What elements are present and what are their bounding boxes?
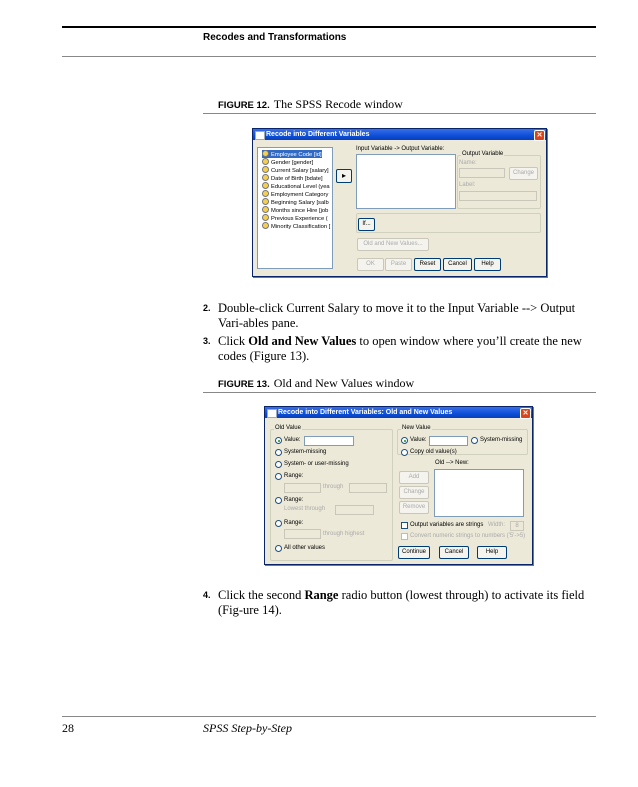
range-lowest-radio[interactable] xyxy=(275,497,282,504)
variable-icon xyxy=(262,190,269,197)
variable-icon xyxy=(262,182,269,189)
variable-icon xyxy=(262,174,269,181)
variable-icon xyxy=(262,222,269,229)
remove-button[interactable]: Remove xyxy=(399,501,429,514)
variable-icon xyxy=(262,158,269,165)
variable-icon xyxy=(262,150,269,157)
new-value-input[interactable] xyxy=(429,436,468,446)
copy-old-value-radio[interactable] xyxy=(401,449,408,456)
dialog-title: Recode into Different Variables xyxy=(266,131,370,138)
label-input[interactable] xyxy=(459,191,537,201)
old-new-values-button[interactable]: Old and New Values... xyxy=(357,238,429,251)
footer-rule xyxy=(62,716,596,717)
title-bar xyxy=(265,407,532,418)
ok-button[interactable]: OK xyxy=(357,258,384,271)
header-divider xyxy=(62,56,596,57)
arrow-right-icon: ▸ xyxy=(341,171,346,180)
running-header: Recodes and Transformations xyxy=(203,32,347,43)
new-system-missing-radio[interactable] xyxy=(471,437,478,444)
figure-label: FIGURE 13. xyxy=(218,379,270,390)
convert-numeric-checkbox[interactable] xyxy=(401,533,408,540)
variable-icon xyxy=(262,198,269,205)
change-button[interactable]: Change xyxy=(399,486,429,499)
page-number: 28 xyxy=(62,721,74,735)
list-item[interactable]: Current Salary [salary] xyxy=(262,166,329,174)
step-2: 2. Double-click Current Salary to move it to the Input Variable --> Output Vari-ables pane. xyxy=(203,301,576,330)
close-icon[interactable]: ✕ xyxy=(534,130,545,141)
variable-list[interactable] xyxy=(257,147,333,269)
value-radio[interactable] xyxy=(275,437,282,444)
system-missing-radio[interactable] xyxy=(275,449,282,456)
cancel-button[interactable]: Cancel xyxy=(443,258,472,271)
paste-button[interactable]: Paste xyxy=(385,258,412,271)
figure-caption: Old and New Values window xyxy=(273,376,415,390)
step-3: 3. Click Old and New Values to open window where you’ll create the new codes (Figure 13). xyxy=(203,334,582,363)
move-arrow-button[interactable] xyxy=(336,169,352,183)
all-other-values-radio[interactable] xyxy=(275,545,282,552)
old-value-input[interactable] xyxy=(304,436,354,446)
if-button[interactable]: If... xyxy=(358,218,375,231)
list-item[interactable]: Employment Category xyxy=(262,190,328,198)
help-button[interactable]: Help xyxy=(474,258,501,271)
old-value-group: Old Value xyxy=(270,429,393,561)
if-group xyxy=(356,213,541,233)
cancel-button[interactable]: Cancel xyxy=(439,546,469,559)
variable-icon xyxy=(262,206,269,213)
figure-13-caption xyxy=(218,376,414,391)
recode-dialog xyxy=(252,128,547,277)
through-highest-input[interactable] xyxy=(284,529,321,539)
change-button[interactable]: Change xyxy=(509,167,538,180)
list-item[interactable]: Gender [gender] xyxy=(262,158,313,166)
lowest-through-input[interactable] xyxy=(335,505,374,515)
list-item[interactable]: Minority Classification [ xyxy=(262,222,330,230)
width-input[interactable]: 8 xyxy=(510,521,524,531)
figure-label: FIGURE 12. xyxy=(218,100,270,111)
app-icon xyxy=(267,409,277,418)
caption-rule xyxy=(203,392,596,393)
reset-button[interactable]: Reset xyxy=(414,258,441,271)
help-button[interactable]: Help xyxy=(477,546,507,559)
range-highest-radio[interactable] xyxy=(275,520,282,527)
add-button[interactable]: Add xyxy=(399,471,429,484)
range-to-input[interactable] xyxy=(349,483,387,493)
new-value-radio[interactable] xyxy=(401,437,408,444)
label-label: Label: xyxy=(459,182,476,188)
title-bar xyxy=(253,129,546,140)
step-4: 4. Click the second Range radio button (lowest through) to activate its field (Fig-ure 14). xyxy=(203,588,585,617)
book-title: SPSS Step-by-Step xyxy=(203,721,292,735)
range-from-input[interactable] xyxy=(284,483,321,493)
header-rule xyxy=(62,26,596,28)
list-item[interactable]: Previous Experience ( xyxy=(262,214,328,222)
list-item[interactable]: Beginning Salary [salb xyxy=(262,198,329,206)
app-icon xyxy=(255,131,265,140)
continue-button[interactable]: Continue xyxy=(398,546,430,559)
old-new-list[interactable] xyxy=(434,469,524,517)
system-user-missing-radio[interactable] xyxy=(275,461,282,468)
list-item[interactable]: Educational Level (yea xyxy=(262,182,330,190)
figure-12-caption xyxy=(218,97,403,112)
old-new-values-dialog: Recode into Different Variables: Old and New Values ✕ Old Value Value: System-missing System- or user-missing Range: through Range: Lowest through Range: through highest All other values New Value Value: System-missing Copy old value(s) Old --> New: Add Change Remove Output variables are strings Width: 8 Convert numeric strings to numbers ('5'->5) Continue Cancel Help xyxy=(264,406,533,565)
io-label: Input Variable -> Output Variable: xyxy=(356,146,445,152)
dialog-title: Recode into Different Variables: Old and New Values xyxy=(278,409,453,416)
output-variable-group: Output Variable xyxy=(457,155,541,209)
list-item[interactable]: Date of Birth [bdate] xyxy=(262,174,323,182)
old-new-label: Old --> New: xyxy=(435,460,469,466)
output-strings-checkbox[interactable] xyxy=(401,522,408,529)
variable-icon xyxy=(262,214,269,221)
variable-icon xyxy=(262,166,269,173)
name-label: Name: xyxy=(459,160,477,166)
caption-rule xyxy=(203,113,596,114)
new-value-group: New Value xyxy=(397,429,528,455)
name-input[interactable] xyxy=(459,168,505,178)
list-item[interactable]: Employee Code [id] xyxy=(262,150,322,158)
range-radio[interactable] xyxy=(275,473,282,480)
list-item[interactable]: Months since Hire [job xyxy=(262,206,328,214)
input-output-list[interactable] xyxy=(356,154,456,209)
figure-caption: The SPSS Recode window xyxy=(273,97,403,111)
close-icon[interactable]: ✕ xyxy=(520,408,531,419)
